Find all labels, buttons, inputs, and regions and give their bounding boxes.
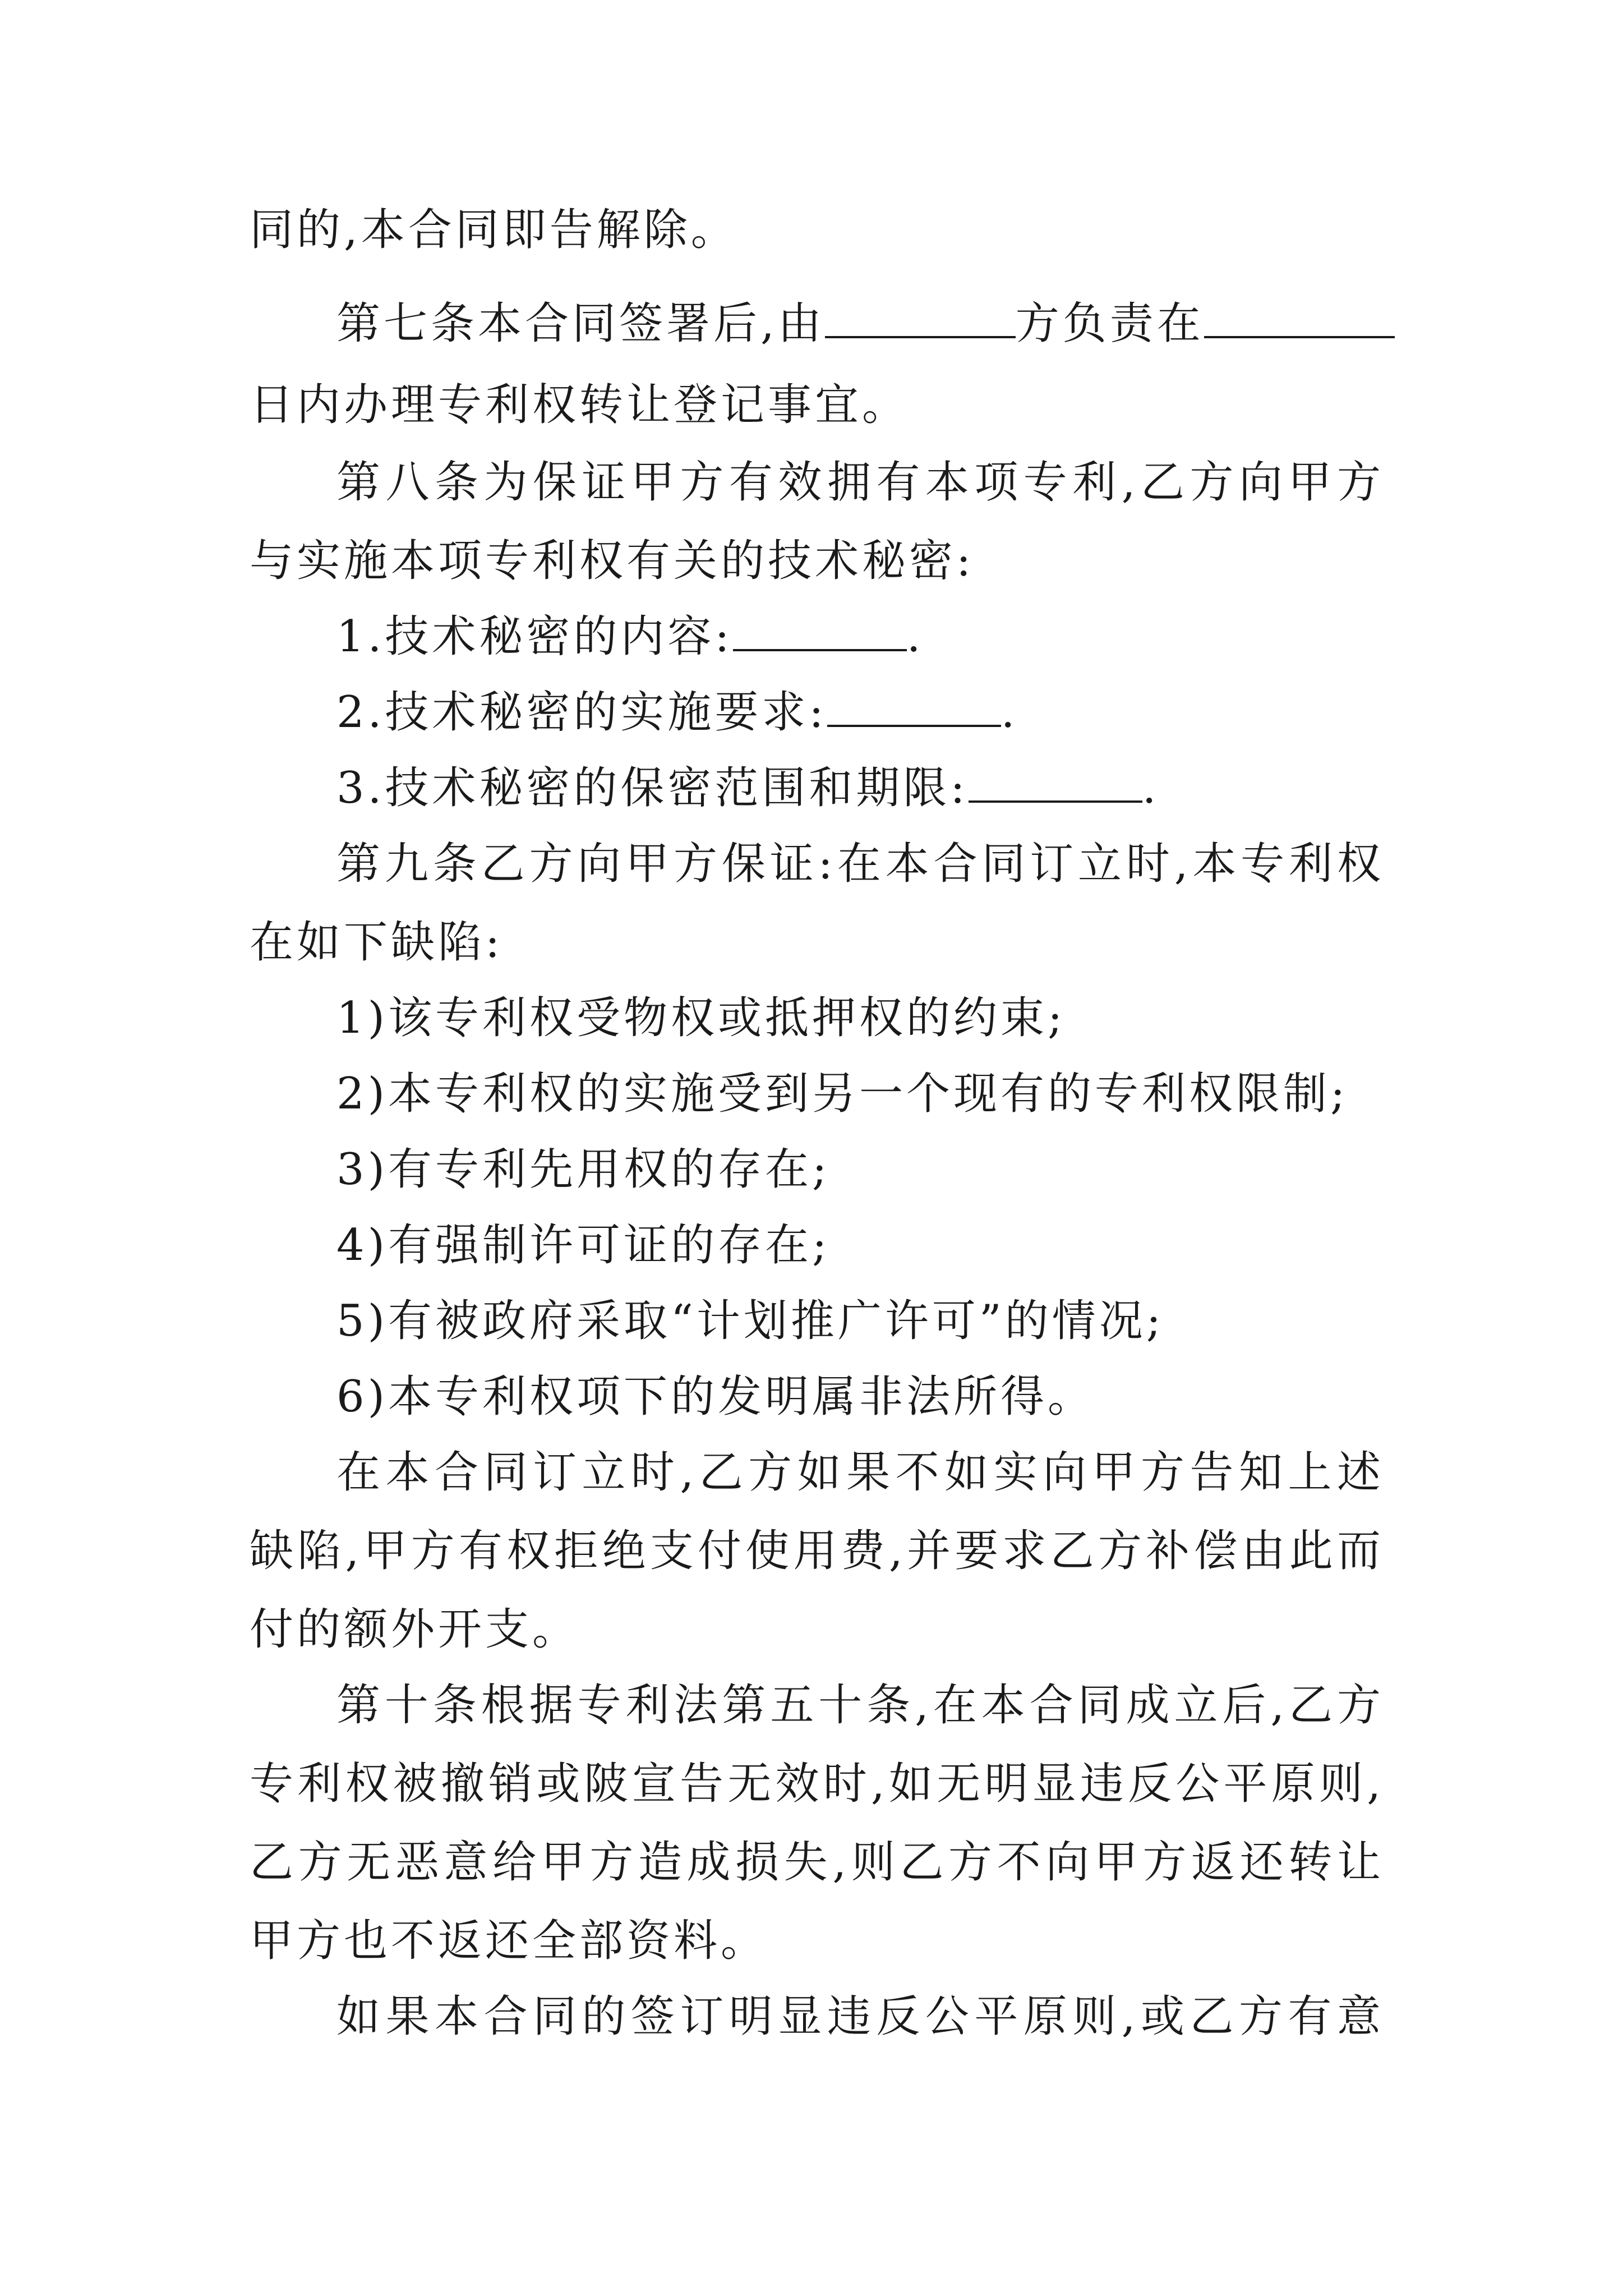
fill-in-blank[interactable]	[733, 610, 907, 651]
text: 如果本合同的签订明显违反公平原则,或乙方有意	[336, 1991, 1384, 2042]
text: .	[1000, 687, 1018, 738]
text: 甲方也不返还全部资料。	[250, 1916, 768, 1966]
list-item	[336, 1369, 1095, 1425]
text: 第九条乙方向甲方保证:在本合同订立时,本专利权	[336, 839, 1384, 889]
text: 在本合同订立时,乙方如果不如实向甲方告知上述	[336, 1447, 1384, 1498]
text: 1.技术秘密的内容:	[336, 611, 733, 662]
text: 同的,本合同即告解除。	[250, 205, 738, 255]
paragraph-line	[250, 1834, 1384, 1890]
text: 5)有被政府采取“计划推广许可”的情况;	[336, 1296, 1165, 1346]
paragraph-line	[250, 914, 503, 970]
article-10-line	[336, 1677, 1384, 1733]
article-8-line	[336, 454, 1384, 510]
paragraph-line	[250, 1602, 579, 1658]
text: 1)该专利权受物权或抵押权的约束;	[336, 993, 1066, 1043]
paragraph-line	[250, 533, 974, 589]
text: 专利权被撤销或陂宣告无效时,如无明显违反公平原则,	[250, 1759, 1384, 1809]
fill-in-blank[interactable]	[825, 297, 1016, 338]
text: 乙方无恶意给甲方造成损失,则乙方不向甲方返还转让	[250, 1837, 1384, 1888]
text: 第十条根据专利法第五十条,在本合同成立后,乙方	[336, 1680, 1384, 1731]
text: 缺陷,甲方有权拒绝支付使用费,并要求乙方补偿由此而	[250, 1526, 1384, 1576]
list-item	[336, 1142, 830, 1198]
paragraph-line	[250, 1523, 1384, 1579]
paragraph-line	[250, 1756, 1384, 1812]
text: 3)有专利先用权的存在;	[336, 1144, 831, 1195]
text: 4)有强制许可证的存在;	[336, 1220, 831, 1271]
list-item	[336, 609, 924, 665]
text: .	[1142, 763, 1160, 813]
text: 日内办理专利权转让登记事宜。	[250, 380, 910, 430]
paragraph-line	[336, 1444, 1384, 1501]
list-item	[336, 1066, 1348, 1122]
article-7-line	[336, 296, 1395, 352]
paragraph-line	[250, 1913, 768, 1969]
list-item	[336, 1293, 1164, 1349]
article-9-line	[336, 836, 1384, 892]
text: 方负责在	[1015, 298, 1204, 349]
text: 第七条本合同签署后,由	[336, 298, 825, 349]
text: 2.技术秘密的实施要求:	[336, 687, 827, 738]
text: 6)本专利权项下的发明属非法所得。	[336, 1372, 1095, 1422]
text: 在如下缺陷:	[250, 917, 504, 968]
list-item	[336, 1217, 830, 1273]
text: .	[906, 611, 924, 662]
text: 2)本专利权的实施受到另一个现有的专利权限制;	[336, 1069, 1349, 1119]
paragraph-line	[250, 202, 738, 258]
fill-in-blank[interactable]	[827, 685, 1001, 727]
text: 第八条为保证甲方有效拥有本项专利,乙方向甲方	[336, 457, 1384, 508]
list-item	[336, 990, 1066, 1046]
text: 3.技术秘密的保密范围和期限:	[336, 763, 969, 813]
paragraph-line	[250, 377, 909, 433]
fill-in-blank[interactable]	[969, 761, 1142, 803]
list-item	[336, 760, 1160, 816]
list-item	[336, 684, 1018, 740]
fill-in-blank[interactable]	[1204, 297, 1395, 338]
text: 付的额外开支。	[250, 1604, 580, 1655]
paragraph-line	[336, 1989, 1384, 2045]
text: 与实施本项专利权有关的技术秘密:	[250, 536, 975, 586]
